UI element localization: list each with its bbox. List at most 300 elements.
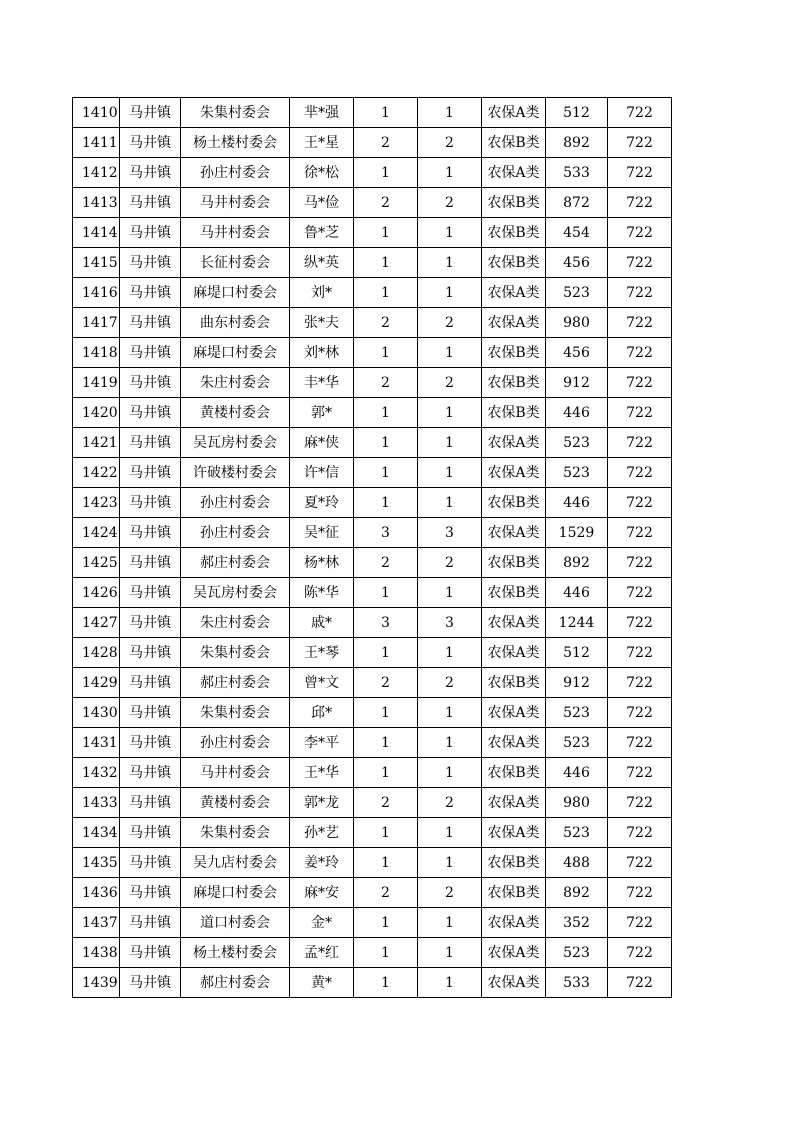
row-number-cell: 1435 [73, 848, 120, 878]
person-count-cell: 2 [418, 308, 482, 338]
town-cell: 马井镇 [120, 158, 181, 188]
person-count-cell: 2 [418, 668, 482, 698]
insurance-category-cell: 农保A类 [482, 308, 546, 338]
insurance-category-cell: 农保B类 [482, 578, 546, 608]
amount-cell: 512 [546, 638, 608, 668]
standard-amount-cell: 722 [608, 278, 672, 308]
household-count-cell: 2 [354, 188, 418, 218]
row-number-cell: 1419 [73, 368, 120, 398]
name-cell: 李*平 [290, 728, 354, 758]
insurance-category-cell: 农保A类 [482, 518, 546, 548]
standard-amount-cell: 722 [608, 248, 672, 278]
name-cell: 芈*强 [290, 98, 354, 128]
row-number-cell: 1439 [73, 968, 120, 998]
amount-cell: 533 [546, 158, 608, 188]
name-cell: 麻*侠 [290, 428, 354, 458]
standard-amount-cell: 722 [608, 518, 672, 548]
table-row [73, 758, 672, 788]
town-cell: 马井镇 [120, 878, 181, 908]
village-committee-cell: 曲东村委会 [181, 308, 290, 338]
village-committee-cell: 朱庄村委会 [181, 608, 290, 638]
table-row [73, 668, 672, 698]
insurance-category-cell: 农保A类 [482, 788, 546, 818]
town-cell: 马井镇 [120, 458, 181, 488]
row-number-cell: 1414 [73, 218, 120, 248]
standard-amount-cell: 722 [608, 878, 672, 908]
row-number-cell: 1410 [73, 98, 120, 128]
name-cell: 刘*林 [290, 338, 354, 368]
standard-amount-cell: 722 [608, 488, 672, 518]
table-row [73, 248, 672, 278]
household-count-cell: 1 [354, 938, 418, 968]
village-committee-cell: 长征村委会 [181, 248, 290, 278]
household-count-cell: 3 [354, 608, 418, 638]
amount-cell: 523 [546, 278, 608, 308]
amount-cell: 523 [546, 818, 608, 848]
name-cell: 马*俭 [290, 188, 354, 218]
insurance-category-cell: 农保B类 [482, 878, 546, 908]
village-committee-cell: 郝庄村委会 [181, 968, 290, 998]
table-row [73, 908, 672, 938]
name-cell: 鲁*芝 [290, 218, 354, 248]
household-count-cell: 1 [354, 968, 418, 998]
row-number-cell: 1428 [73, 638, 120, 668]
insurance-category-cell: 农保B类 [482, 848, 546, 878]
town-cell: 马井镇 [120, 128, 181, 158]
household-count-cell: 1 [354, 698, 418, 728]
insurance-category-cell: 农保A类 [482, 158, 546, 188]
town-cell: 马井镇 [120, 578, 181, 608]
village-committee-cell: 孙庄村委会 [181, 728, 290, 758]
insurance-category-cell: 农保B类 [482, 668, 546, 698]
row-number-cell: 1423 [73, 488, 120, 518]
household-count-cell: 1 [354, 848, 418, 878]
standard-amount-cell: 722 [608, 608, 672, 638]
row-number-cell: 1412 [73, 158, 120, 188]
household-count-cell: 2 [354, 128, 418, 158]
town-cell: 马井镇 [120, 308, 181, 338]
person-count-cell: 1 [418, 938, 482, 968]
amount-cell: 980 [546, 308, 608, 338]
row-number-cell: 1421 [73, 428, 120, 458]
household-count-cell: 2 [354, 308, 418, 338]
person-count-cell: 1 [418, 578, 482, 608]
standard-amount-cell: 722 [608, 218, 672, 248]
amount-cell: 446 [546, 488, 608, 518]
household-count-cell: 2 [354, 548, 418, 578]
village-committee-cell: 孙庄村委会 [181, 518, 290, 548]
amount-cell: 523 [546, 938, 608, 968]
insurance-category-cell: 农保B类 [482, 338, 546, 368]
village-committee-cell: 朱集村委会 [181, 638, 290, 668]
village-committee-cell: 朱集村委会 [181, 818, 290, 848]
town-cell: 马井镇 [120, 368, 181, 398]
standard-amount-cell: 722 [608, 428, 672, 458]
name-cell: 王*琴 [290, 638, 354, 668]
row-number-cell: 1422 [73, 458, 120, 488]
row-number-cell: 1434 [73, 818, 120, 848]
row-number-cell: 1427 [73, 608, 120, 638]
household-count-cell: 1 [354, 638, 418, 668]
table-row [73, 488, 672, 518]
insurance-category-cell: 农保B类 [482, 248, 546, 278]
amount-cell: 892 [546, 878, 608, 908]
table-row [73, 308, 672, 338]
village-committee-cell: 吴瓦房村委会 [181, 578, 290, 608]
standard-amount-cell: 722 [608, 728, 672, 758]
household-count-cell: 1 [354, 398, 418, 428]
standard-amount-cell: 722 [608, 188, 672, 218]
insurance-category-cell: 农保B类 [482, 368, 546, 398]
name-cell: 孟*红 [290, 938, 354, 968]
town-cell: 马井镇 [120, 248, 181, 278]
table-row [73, 578, 672, 608]
standard-amount-cell: 722 [608, 398, 672, 428]
amount-cell: 912 [546, 668, 608, 698]
insurance-category-cell: 农保A类 [482, 428, 546, 458]
insurance-category-cell: 农保A类 [482, 698, 546, 728]
person-count-cell: 1 [418, 248, 482, 278]
table-row [73, 638, 672, 668]
person-count-cell: 1 [418, 758, 482, 788]
name-cell: 王*星 [290, 128, 354, 158]
village-committee-cell: 孙庄村委会 [181, 488, 290, 518]
village-committee-cell: 许破楼村委会 [181, 458, 290, 488]
name-cell: 郭* [290, 398, 354, 428]
person-count-cell: 1 [418, 428, 482, 458]
standard-amount-cell: 722 [608, 548, 672, 578]
town-cell: 马井镇 [120, 608, 181, 638]
household-count-cell: 1 [354, 158, 418, 188]
name-cell: 张*夫 [290, 308, 354, 338]
person-count-cell: 3 [418, 518, 482, 548]
town-cell: 马井镇 [120, 188, 181, 218]
person-count-cell: 1 [418, 338, 482, 368]
standard-amount-cell: 722 [608, 458, 672, 488]
amount-cell: 533 [546, 968, 608, 998]
row-number-cell: 1438 [73, 938, 120, 968]
town-cell: 马井镇 [120, 698, 181, 728]
person-count-cell: 1 [418, 638, 482, 668]
household-count-cell: 2 [354, 368, 418, 398]
table-row [73, 368, 672, 398]
insurance-category-cell: 农保A类 [482, 608, 546, 638]
household-count-cell: 1 [354, 428, 418, 458]
village-committee-cell: 朱集村委会 [181, 98, 290, 128]
amount-cell: 912 [546, 368, 608, 398]
name-cell: 刘* [290, 278, 354, 308]
village-committee-cell: 朱庄村委会 [181, 368, 290, 398]
town-cell: 马井镇 [120, 428, 181, 458]
person-count-cell: 2 [418, 368, 482, 398]
household-count-cell: 1 [354, 488, 418, 518]
household-count-cell: 2 [354, 668, 418, 698]
town-cell: 马井镇 [120, 728, 181, 758]
household-count-cell: 1 [354, 98, 418, 128]
person-count-cell: 2 [418, 128, 482, 158]
person-count-cell: 1 [418, 218, 482, 248]
table-row [73, 128, 672, 158]
row-number-cell: 1418 [73, 338, 120, 368]
household-count-cell: 1 [354, 218, 418, 248]
town-cell: 马井镇 [120, 818, 181, 848]
town-cell: 马井镇 [120, 758, 181, 788]
name-cell: 戚* [290, 608, 354, 638]
table-row [73, 938, 672, 968]
town-cell: 马井镇 [120, 908, 181, 938]
table-row [73, 968, 672, 998]
town-cell: 马井镇 [120, 278, 181, 308]
standard-amount-cell: 722 [608, 758, 672, 788]
table-row [73, 188, 672, 218]
household-count-cell: 2 [354, 878, 418, 908]
person-count-cell: 1 [418, 908, 482, 938]
person-count-cell: 1 [418, 398, 482, 428]
household-count-cell: 1 [354, 818, 418, 848]
name-cell: 许*信 [290, 458, 354, 488]
household-count-cell: 1 [354, 278, 418, 308]
village-committee-cell: 郝庄村委会 [181, 668, 290, 698]
amount-cell: 446 [546, 578, 608, 608]
insurance-category-cell: 农保B类 [482, 188, 546, 218]
insurance-category-cell: 农保A类 [482, 458, 546, 488]
standard-amount-cell: 722 [608, 98, 672, 128]
row-number-cell: 1431 [73, 728, 120, 758]
village-committee-cell: 孙庄村委会 [181, 158, 290, 188]
person-count-cell: 2 [418, 878, 482, 908]
name-cell: 黄* [290, 968, 354, 998]
table-row [73, 428, 672, 458]
row-number-cell: 1417 [73, 308, 120, 338]
insurance-category-cell: 农保B类 [482, 488, 546, 518]
insurance-category-cell: 农保A类 [482, 98, 546, 128]
village-committee-cell: 马井村委会 [181, 758, 290, 788]
village-committee-cell: 麻堤口村委会 [181, 278, 290, 308]
village-committee-cell: 朱集村委会 [181, 698, 290, 728]
person-count-cell: 1 [418, 278, 482, 308]
household-count-cell: 1 [354, 248, 418, 278]
insurance-category-cell: 农保A类 [482, 968, 546, 998]
household-count-cell: 1 [354, 728, 418, 758]
household-count-cell: 1 [354, 338, 418, 368]
name-cell: 金* [290, 908, 354, 938]
standard-amount-cell: 722 [608, 938, 672, 968]
record-table-body [73, 98, 672, 998]
village-committee-cell: 杨土楼村委会 [181, 128, 290, 158]
amount-cell: 523 [546, 428, 608, 458]
town-cell: 马井镇 [120, 488, 181, 518]
standard-amount-cell: 722 [608, 968, 672, 998]
amount-cell: 456 [546, 338, 608, 368]
standard-amount-cell: 722 [608, 848, 672, 878]
row-number-cell: 1415 [73, 248, 120, 278]
record-table [72, 97, 672, 998]
name-cell: 邱* [290, 698, 354, 728]
name-cell: 丰*华 [290, 368, 354, 398]
standard-amount-cell: 722 [608, 158, 672, 188]
row-number-cell: 1416 [73, 278, 120, 308]
amount-cell: 980 [546, 788, 608, 818]
name-cell: 徐*松 [290, 158, 354, 188]
person-count-cell: 1 [418, 968, 482, 998]
row-number-cell: 1432 [73, 758, 120, 788]
town-cell: 马井镇 [120, 398, 181, 428]
standard-amount-cell: 722 [608, 338, 672, 368]
household-count-cell: 1 [354, 458, 418, 488]
person-count-cell: 1 [418, 848, 482, 878]
table-row [73, 158, 672, 188]
row-number-cell: 1433 [73, 788, 120, 818]
row-number-cell: 1426 [73, 578, 120, 608]
amount-cell: 446 [546, 758, 608, 788]
village-committee-cell: 吴九店村委会 [181, 848, 290, 878]
person-count-cell: 1 [418, 458, 482, 488]
standard-amount-cell: 722 [608, 908, 672, 938]
amount-cell: 456 [546, 248, 608, 278]
name-cell: 杨*林 [290, 548, 354, 578]
amount-cell: 892 [546, 548, 608, 578]
row-number-cell: 1429 [73, 668, 120, 698]
name-cell: 孙*艺 [290, 818, 354, 848]
insurance-category-cell: 农保B类 [482, 128, 546, 158]
amount-cell: 1244 [546, 608, 608, 638]
insurance-category-cell: 农保B类 [482, 218, 546, 248]
village-committee-cell: 郝庄村委会 [181, 548, 290, 578]
person-count-cell: 1 [418, 698, 482, 728]
table-row [73, 518, 672, 548]
amount-cell: 523 [546, 728, 608, 758]
name-cell: 曾*文 [290, 668, 354, 698]
household-count-cell: 2 [354, 788, 418, 818]
insurance-category-cell: 农保A类 [482, 938, 546, 968]
amount-cell: 352 [546, 908, 608, 938]
insurance-category-cell: 农保B类 [482, 758, 546, 788]
table-row [73, 788, 672, 818]
village-committee-cell: 道口村委会 [181, 908, 290, 938]
row-number-cell: 1411 [73, 128, 120, 158]
village-committee-cell: 马井村委会 [181, 218, 290, 248]
amount-cell: 488 [546, 848, 608, 878]
village-committee-cell: 黄楼村委会 [181, 788, 290, 818]
standard-amount-cell: 722 [608, 668, 672, 698]
amount-cell: 872 [546, 188, 608, 218]
village-committee-cell: 杨土楼村委会 [181, 938, 290, 968]
household-count-cell: 1 [354, 908, 418, 938]
insurance-category-cell: 农保A类 [482, 278, 546, 308]
amount-cell: 512 [546, 98, 608, 128]
name-cell: 王*华 [290, 758, 354, 788]
village-committee-cell: 黄楼村委会 [181, 398, 290, 428]
town-cell: 马井镇 [120, 338, 181, 368]
person-count-cell: 2 [418, 548, 482, 578]
village-committee-cell: 麻堤口村委会 [181, 878, 290, 908]
town-cell: 马井镇 [120, 518, 181, 548]
village-committee-cell: 马井村委会 [181, 188, 290, 218]
town-cell: 马井镇 [120, 548, 181, 578]
household-count-cell: 1 [354, 578, 418, 608]
person-count-cell: 1 [418, 488, 482, 518]
standard-amount-cell: 722 [608, 308, 672, 338]
standard-amount-cell: 722 [608, 698, 672, 728]
town-cell: 马井镇 [120, 218, 181, 248]
person-count-cell: 1 [418, 158, 482, 188]
amount-cell: 523 [546, 698, 608, 728]
standard-amount-cell: 722 [608, 818, 672, 848]
table-row [73, 548, 672, 578]
insurance-category-cell: 农保B类 [482, 398, 546, 428]
town-cell: 马井镇 [120, 938, 181, 968]
name-cell: 麻*安 [290, 878, 354, 908]
standard-amount-cell: 722 [608, 638, 672, 668]
village-committee-cell: 吴瓦房村委会 [181, 428, 290, 458]
table-row [73, 608, 672, 638]
row-number-cell: 1413 [73, 188, 120, 218]
household-count-cell: 1 [354, 758, 418, 788]
amount-cell: 1529 [546, 518, 608, 548]
name-cell: 郭*龙 [290, 788, 354, 818]
standard-amount-cell: 722 [608, 788, 672, 818]
amount-cell: 892 [546, 128, 608, 158]
amount-cell: 523 [546, 458, 608, 488]
table-row [73, 278, 672, 308]
household-count-cell: 3 [354, 518, 418, 548]
insurance-category-cell: 农保A类 [482, 638, 546, 668]
row-number-cell: 1436 [73, 878, 120, 908]
person-count-cell: 1 [418, 728, 482, 758]
insurance-category-cell: 农保A类 [482, 728, 546, 758]
table-row [73, 818, 672, 848]
village-committee-cell: 麻堤口村委会 [181, 338, 290, 368]
person-count-cell: 1 [418, 818, 482, 848]
person-count-cell: 2 [418, 788, 482, 818]
table-row [73, 728, 672, 758]
standard-amount-cell: 722 [608, 128, 672, 158]
table-row [73, 398, 672, 428]
insurance-category-cell: 农保A类 [482, 818, 546, 848]
town-cell: 马井镇 [120, 968, 181, 998]
name-cell: 吴*征 [290, 518, 354, 548]
insurance-category-cell: 农保A类 [482, 908, 546, 938]
table-row [73, 458, 672, 488]
row-number-cell: 1437 [73, 908, 120, 938]
standard-amount-cell: 722 [608, 578, 672, 608]
table-row [73, 698, 672, 728]
town-cell: 马井镇 [120, 788, 181, 818]
table-row [73, 98, 672, 128]
name-cell: 纵*英 [290, 248, 354, 278]
row-number-cell: 1425 [73, 548, 120, 578]
table-row [73, 878, 672, 908]
town-cell: 马井镇 [120, 638, 181, 668]
town-cell: 马井镇 [120, 848, 181, 878]
town-cell: 马井镇 [120, 98, 181, 128]
table-row [73, 848, 672, 878]
name-cell: 姜*玲 [290, 848, 354, 878]
name-cell: 夏*玲 [290, 488, 354, 518]
standard-amount-cell: 722 [608, 368, 672, 398]
row-number-cell: 1424 [73, 518, 120, 548]
row-number-cell: 1420 [73, 398, 120, 428]
person-count-cell: 2 [418, 188, 482, 218]
row-number-cell: 1430 [73, 698, 120, 728]
person-count-cell: 1 [418, 98, 482, 128]
person-count-cell: 3 [418, 608, 482, 638]
table-row [73, 338, 672, 368]
amount-cell: 446 [546, 398, 608, 428]
town-cell: 马井镇 [120, 668, 181, 698]
table-row [73, 218, 672, 248]
name-cell: 陈*华 [290, 578, 354, 608]
